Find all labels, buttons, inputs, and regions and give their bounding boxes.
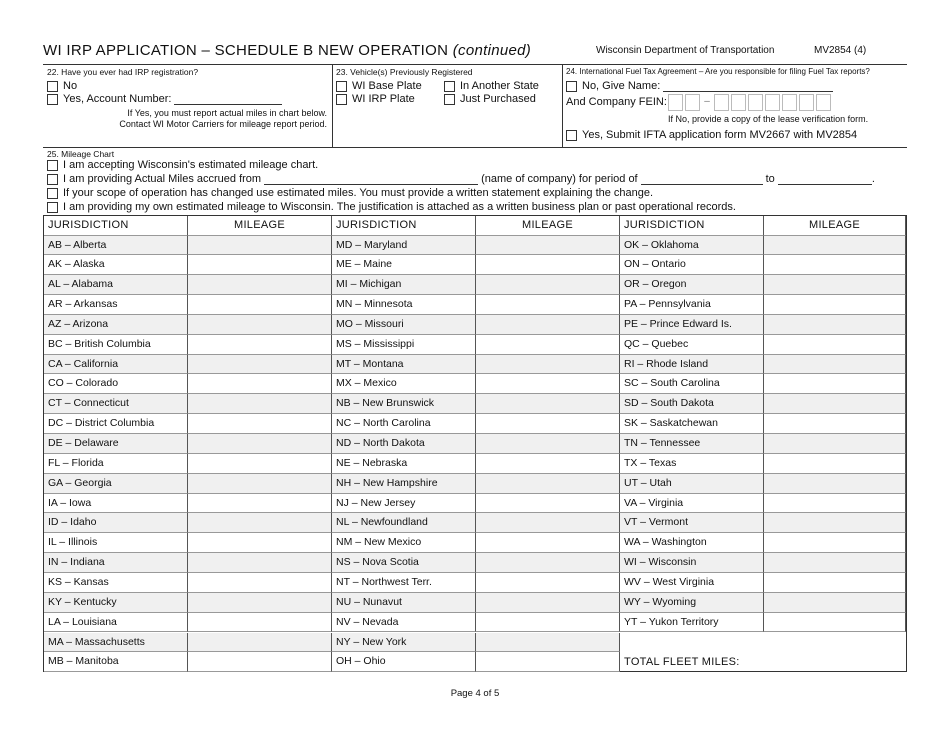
mileage-input-cell[interactable] <box>188 374 332 394</box>
fein-digit[interactable] <box>765 94 780 111</box>
q24-no-label: No, Give Name: <box>582 80 661 92</box>
q22-note-1: If Yes, you must report actual miles in chart below. <box>127 108 327 118</box>
jurisdiction-cell: IN – Indiana <box>44 553 188 573</box>
jurisdiction-cell: TX – Texas <box>620 454 764 474</box>
jurisdiction-cell: PE – Prince Edward Is. <box>620 315 764 335</box>
jurisdiction-cell: MN – Minnesota <box>332 295 476 315</box>
jurisdiction-header: JURISDICTION <box>332 216 476 236</box>
title-text: WI IRP APPLICATION – SCHEDULE B NEW OPERATION <box>43 42 449 59</box>
jurisdiction-cell: NB – New Brunswick <box>332 394 476 414</box>
jurisdiction-cell: AK – Alaska <box>44 255 188 275</box>
mileage-input-cell[interactable] <box>476 474 620 494</box>
q23-just-purchased-label: Just Purchased <box>460 93 536 105</box>
mileage-header: MILEAGE <box>764 216 906 236</box>
mileage-input-cell[interactable] <box>476 573 620 593</box>
mileage-input-cell[interactable] <box>476 355 620 375</box>
mileage-input-cell[interactable] <box>476 295 620 315</box>
mileage-input-cell[interactable] <box>764 553 906 573</box>
q24-yes-label: Yes, Submit IFTA application form MV2667 with MV2854 <box>582 129 858 141</box>
q24-heading: 24. International Fuel Tax Agreement – Are you responsible for filing Fuel Tax reports? <box>566 67 870 76</box>
jurisdiction-cell: MD – Maryland <box>332 236 476 256</box>
q22-no-option[interactable] <box>47 80 77 92</box>
mileage-input-cell[interactable] <box>764 593 906 613</box>
mileage-input-cell[interactable] <box>476 394 620 414</box>
jurisdiction-cell: MX – Mexico <box>332 374 476 394</box>
q23-irp-plate-option[interactable] <box>336 93 415 105</box>
jurisdiction-cell: YT – Yukon Territory <box>620 613 764 633</box>
mileage-input-cell[interactable] <box>476 255 620 275</box>
mileage-input-cell[interactable] <box>764 533 906 553</box>
q25-option-2-label-2: (name of company) for period of <box>481 173 638 185</box>
q22-yes-checkbox[interactable] <box>47 94 58 105</box>
company-name-field[interactable] <box>264 174 478 185</box>
fein-digit[interactable] <box>685 94 700 111</box>
q25-option-2[interactable] <box>47 173 875 185</box>
jurisdiction-cell: NU – Nunavut <box>332 593 476 613</box>
jurisdiction-cell: NC – North Carolina <box>332 414 476 434</box>
total-fleet-miles[interactable] <box>620 633 906 672</box>
mileage-input-cell[interactable] <box>188 255 332 275</box>
jurisdiction-cell: WA – Washington <box>620 533 764 553</box>
mileage-input-cell[interactable] <box>764 454 906 474</box>
q24-no-checkbox[interactable] <box>566 81 577 92</box>
jurisdiction-cell: VA – Virginia <box>620 494 764 514</box>
mileage-input-cell[interactable] <box>188 533 332 553</box>
jurisdiction-cell: QC – Quebec <box>620 335 764 355</box>
q24-no-option[interactable] <box>566 80 833 92</box>
jurisdiction-cell: OK – Oklahoma <box>620 236 764 256</box>
q23-irp-plate-label: WI IRP Plate <box>352 93 415 105</box>
q25-option-1[interactable] <box>47 159 318 171</box>
jurisdiction-cell: AL – Alabama <box>44 275 188 295</box>
jurisdiction-cell: MA – Massachusetts <box>44 633 188 653</box>
jurisdiction-cell: KY – Kentucky <box>44 593 188 613</box>
mileage-input-cell[interactable] <box>188 434 332 454</box>
mileage-input-cell[interactable] <box>188 414 332 434</box>
mileage-input-cell[interactable] <box>764 474 906 494</box>
q25-option-1-label: I am accepting Wisconsin's estimated mileage chart. <box>63 159 319 171</box>
jurisdiction-cell: MT – Montana <box>332 355 476 375</box>
agency-name: Wisconsin Department of Transportation <box>596 45 775 56</box>
mileage-input-cell[interactable] <box>188 593 332 613</box>
q22-note-2: Contact WI Motor Carriers for mileage report period. <box>119 119 327 129</box>
jurisdiction-cell: MO – Missouri <box>332 315 476 335</box>
jurisdiction-cell: AR – Arkansas <box>44 295 188 315</box>
mileage-input-cell[interactable] <box>476 533 620 553</box>
mileage-input-cell[interactable] <box>188 553 332 573</box>
mileage-input-cell[interactable] <box>476 236 620 256</box>
mileage-input-cell[interactable] <box>764 255 906 275</box>
jurisdiction-cell: CA – California <box>44 355 188 375</box>
mileage-input-cell[interactable] <box>476 633 620 653</box>
fein-digit[interactable] <box>714 94 729 111</box>
mileage-input-cell[interactable] <box>764 434 906 454</box>
jurisdiction-cell: IA – Iowa <box>44 494 188 514</box>
fein-digit[interactable] <box>816 94 831 111</box>
form-number: MV2854 (4) <box>814 45 867 56</box>
mileage-input-cell[interactable] <box>476 454 620 474</box>
jurisdiction-cell: ND – North Dakota <box>332 434 476 454</box>
mileage-input-cell[interactable] <box>476 315 620 335</box>
q23-just-purchased-checkbox[interactable] <box>444 94 455 105</box>
mileage-input-cell[interactable] <box>188 295 332 315</box>
mileage-input-cell[interactable] <box>188 613 332 633</box>
mileage-input-cell[interactable] <box>764 315 906 335</box>
jurisdiction-cell: IL – Illinois <box>44 533 188 553</box>
mileage-input-cell[interactable] <box>188 513 332 533</box>
q25-option-3[interactable] <box>47 187 653 199</box>
jurisdiction-cell: SC – South Carolina <box>620 374 764 394</box>
mileage-input-cell[interactable] <box>476 335 620 355</box>
jurisdiction-cell: TN – Tennessee <box>620 434 764 454</box>
jurisdiction-cell: VT – Vermont <box>620 513 764 533</box>
jurisdiction-cell: SD – South Dakota <box>620 394 764 414</box>
q24-yes-checkbox[interactable] <box>566 130 577 141</box>
jurisdiction-cell: FL – Florida <box>44 454 188 474</box>
mileage-input-cell[interactable] <box>476 374 620 394</box>
mileage-input-cell[interactable] <box>764 236 906 256</box>
q24-yes-option[interactable] <box>566 129 857 141</box>
jurisdiction-cell: NS – Nova Scotia <box>332 553 476 573</box>
mileage-input-cell[interactable] <box>188 355 332 375</box>
mileage-input-cell[interactable] <box>476 613 620 633</box>
q25-option-2-label-3: to <box>765 173 775 185</box>
jurisdiction-cell: MS – Mississippi <box>332 335 476 355</box>
mileage-input-cell[interactable] <box>764 275 906 295</box>
q23-another-state-option[interactable] <box>444 80 539 92</box>
mileage-input-cell[interactable] <box>764 414 906 434</box>
jurisdiction-cell: MI – Michigan <box>332 275 476 295</box>
q23-base-plate-label: WI Base Plate <box>352 80 422 92</box>
q25-option-4-checkbox[interactable] <box>47 202 58 213</box>
fein-digit[interactable] <box>668 94 683 111</box>
q25-option-3-label: If your scope of operation has changed use estimated miles. You must provide a written statement explaining the change. <box>63 187 654 199</box>
page-number: Page 4 of 5 <box>450 688 500 699</box>
jurisdiction-cell: NL – Newfoundland <box>332 513 476 533</box>
mileage-input-cell[interactable] <box>476 494 620 514</box>
jurisdiction-cell: AB – Alberta <box>44 236 188 256</box>
mileage-input-cell[interactable] <box>188 494 332 514</box>
jurisdiction-cell: BC – British Columbia <box>44 335 188 355</box>
q23-irp-plate-checkbox[interactable] <box>336 94 347 105</box>
mileage-input-cell[interactable] <box>764 613 906 633</box>
mileage-input-cell[interactable] <box>188 236 332 256</box>
jurisdiction-cell: GA – Georgia <box>44 474 188 494</box>
jurisdiction-cell: KS – Kansas <box>44 573 188 593</box>
jurisdiction-cell: NM – New Mexico <box>332 533 476 553</box>
fein-label: And Company FEIN: <box>566 96 667 108</box>
mileage-header: MILEAGE <box>476 216 620 236</box>
q25-option-2-checkbox[interactable] <box>47 174 58 185</box>
period-from-field[interactable] <box>641 174 763 185</box>
mileage-input-cell[interactable] <box>188 652 332 672</box>
fein-input[interactable] <box>668 94 833 111</box>
mileage-input-cell[interactable] <box>476 553 620 573</box>
mileage-input-cell[interactable] <box>764 335 906 355</box>
q22-yes-option[interactable] <box>47 93 282 105</box>
jurisdiction-cell: CO – Colorado <box>44 374 188 394</box>
mileage-input-cell[interactable] <box>188 335 332 355</box>
q23-heading: 23. Vehicle(s) Previously Registered <box>336 67 473 77</box>
jurisdiction-cell: DC – District Columbia <box>44 414 188 434</box>
q22-no-label: No <box>63 80 78 92</box>
mileage-input-cell[interactable] <box>188 454 332 474</box>
mileage-input-cell[interactable] <box>764 513 906 533</box>
q25-option-1-checkbox[interactable] <box>47 160 58 171</box>
jurisdiction-cell: MB – Manitoba <box>44 652 188 672</box>
mileage-input-cell[interactable] <box>476 652 620 672</box>
jurisdiction-cell: UT – Utah <box>620 474 764 494</box>
q22-yes-label: Yes, Account Number: <box>63 93 172 105</box>
q25-option-4-label: I am providing my own estimated mileage to Wisconsin. The justification is attached as a written business plan or past operational records. <box>63 201 736 213</box>
title-suffix: (continued) <box>452 42 532 59</box>
jurisdiction-cell: ON – Ontario <box>620 255 764 275</box>
jurisdiction-cell: LA – Louisiana <box>44 613 188 633</box>
q25-option-3-checkbox[interactable] <box>47 188 58 199</box>
q24-note: If No, provide a copy of the lease verification form. <box>668 114 869 124</box>
mileage-input-cell[interactable] <box>476 414 620 434</box>
jurisdiction-cell: NT – Northwest Terr. <box>332 573 476 593</box>
q25-option-2-label: I am providing Actual Miles accrued from <box>63 173 262 185</box>
account-number-field[interactable] <box>174 94 282 105</box>
mileage-input-cell[interactable] <box>188 573 332 593</box>
q23-base-plate-checkbox[interactable] <box>336 81 347 92</box>
jurisdiction-header: JURISDICTION <box>620 216 764 236</box>
q23-another-state-checkbox[interactable] <box>444 81 455 92</box>
q23-another-state-label: In Another State <box>460 80 539 92</box>
q25-option-2-end: . <box>871 173 875 185</box>
jurisdiction-cell: RI – Rhode Island <box>620 355 764 375</box>
fein-digit[interactable] <box>782 94 797 111</box>
q23-base-plate-option[interactable] <box>336 80 422 92</box>
fein-dash: – <box>704 96 710 107</box>
jurisdiction-cell: PA – Pennsylvania <box>620 295 764 315</box>
jurisdiction-cell: AZ – Arizona <box>44 315 188 335</box>
jurisdiction-cell: WV – West Virginia <box>620 573 764 593</box>
mileage-input-cell[interactable] <box>764 295 906 315</box>
mileage-input-cell[interactable] <box>476 275 620 295</box>
mileage-input-cell[interactable] <box>188 315 332 335</box>
q23-just-purchased-option[interactable] <box>444 93 536 105</box>
mileage-input-cell[interactable] <box>476 593 620 613</box>
mileage-input-cell[interactable] <box>764 573 906 593</box>
mileage-input-cell[interactable] <box>476 434 620 454</box>
mileage-input-cell[interactable] <box>188 394 332 414</box>
mileage-input-cell[interactable] <box>476 513 620 533</box>
questions-22-24 <box>43 64 907 148</box>
page-title <box>43 42 531 59</box>
question-24-section <box>562 65 907 147</box>
jurisdiction-header: JURISDICTION <box>44 216 188 236</box>
jurisdiction-cell: NY – New York <box>332 633 476 653</box>
jurisdiction-cell: CT – Connecticut <box>44 394 188 414</box>
fein-digit[interactable] <box>731 94 746 111</box>
jurisdiction-cell: WY – Wyoming <box>620 593 764 613</box>
mileage-input-cell[interactable] <box>188 275 332 295</box>
jurisdiction-cell: NE – Nebraska <box>332 454 476 474</box>
mileage-input-cell[interactable] <box>188 474 332 494</box>
fein-digit[interactable] <box>799 94 814 111</box>
mileage-input-cell[interactable] <box>764 374 906 394</box>
jurisdiction-cell: SK – Saskatchewan <box>620 414 764 434</box>
q22-heading: 22. Have you ever had IRP registration? <box>47 67 199 77</box>
jurisdiction-cell: WI – Wisconsin <box>620 553 764 573</box>
mileage-input-cell[interactable] <box>764 394 906 414</box>
give-name-field[interactable] <box>663 81 833 92</box>
mileage-chart-table <box>43 215 907 672</box>
period-to-field[interactable] <box>778 174 872 185</box>
q25-heading: 25. Mileage Chart <box>47 149 115 159</box>
total-fleet-miles-label: TOTAL FLEET MILES: <box>624 656 740 668</box>
jurisdiction-cell: ME – Maine <box>332 255 476 275</box>
mileage-header: MILEAGE <box>188 216 332 236</box>
q25-option-4[interactable] <box>47 201 736 213</box>
jurisdiction-cell: OH – Ohio <box>332 652 476 672</box>
question-22-section <box>43 65 333 147</box>
mileage-input-cell[interactable] <box>188 633 332 653</box>
q22-no-checkbox[interactable] <box>47 81 58 92</box>
fein-digit[interactable] <box>748 94 763 111</box>
jurisdiction-cell: NV – Nevada <box>332 613 476 633</box>
mileage-input-cell[interactable] <box>764 494 906 514</box>
jurisdiction-cell: DE – Delaware <box>44 434 188 454</box>
jurisdiction-cell: NH – New Hampshire <box>332 474 476 494</box>
mileage-input-cell[interactable] <box>764 355 906 375</box>
jurisdiction-cell: NJ – New Jersey <box>332 494 476 514</box>
jurisdiction-cell: ID – Idaho <box>44 513 188 533</box>
jurisdiction-cell: OR – Oregon <box>620 275 764 295</box>
question-23-section <box>332 65 563 147</box>
